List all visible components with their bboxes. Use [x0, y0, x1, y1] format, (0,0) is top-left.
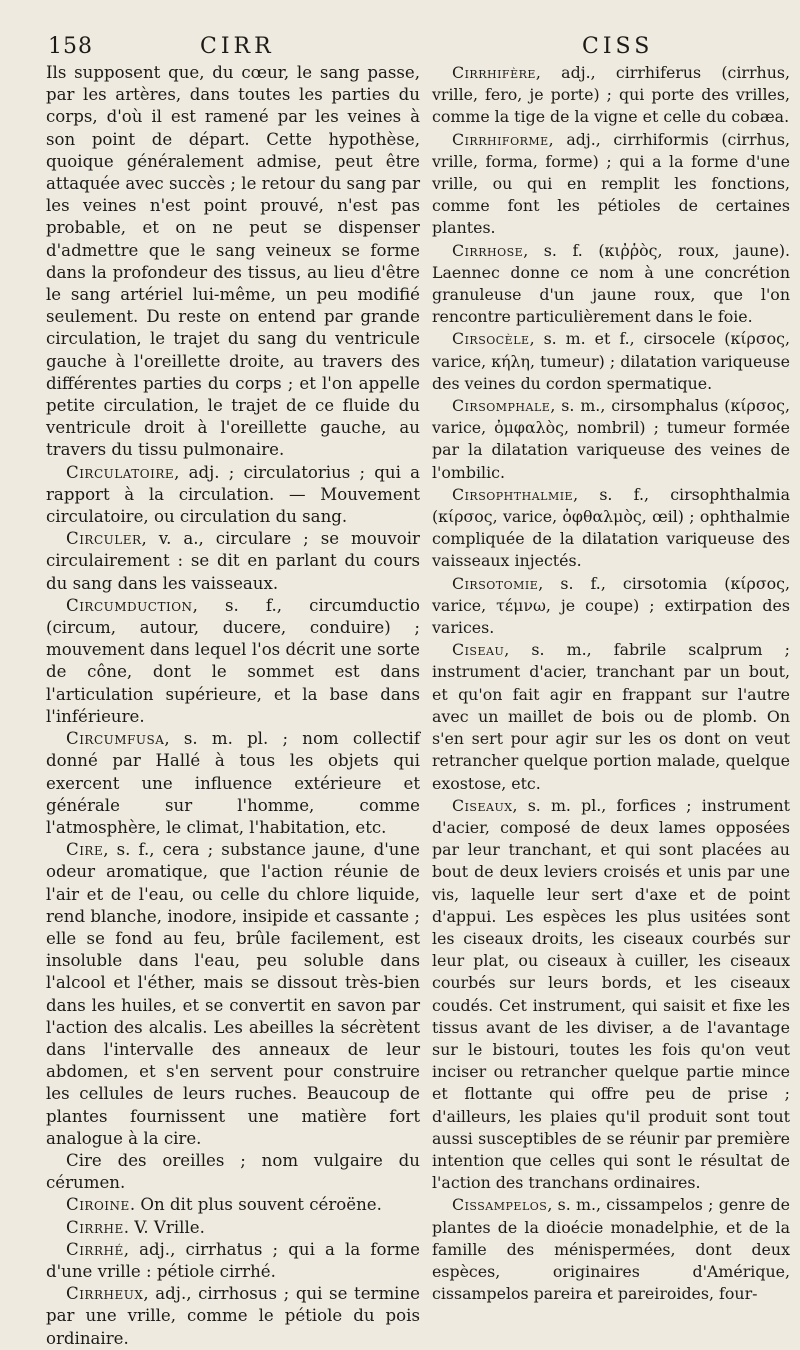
- dictionary-entry: [432, 395, 790, 484]
- entry-headword: Circumduction: [66, 595, 193, 615]
- entry-text: , adj., cirrhiferus (cirrhus, vrille, fero, je porte) ; qui porte des vrilles, comme la tige de la vigne et celle du cobæa.: [432, 63, 790, 127]
- dictionary-entry: [432, 639, 790, 794]
- entry-text: , adj., cirrhatus ; qui a la forme d'une vrille : pétiole cirrhé.: [46, 1239, 420, 1281]
- entry-text: , s. f., circumductio (circum, autour, ducere, conduire) ; mouvement dans lequel l'os décrit une sorte de cône, dont le sommet est dans l'articulation supérieure, et la base dans l'inférieure.: [46, 595, 420, 726]
- entry-text: , s. f., cirsotomia (κίρσος, varice, τέμνω, je coupe) ; extirpation des varices.: [432, 573, 790, 638]
- dictionary-entry: [432, 573, 790, 640]
- entry-headword: Cissampelos: [452, 1195, 548, 1215]
- entry-text: , s. m. et f., cirsocele (κίρσος, varice, κήλη, tumeur) ; dilatation variqueuse des veines du cordon spermatique.: [432, 329, 790, 393]
- entry-headword: Cirrhifère: [452, 63, 536, 82]
- dictionary-entry: [432, 795, 790, 1195]
- running-head-left: CIRR: [200, 34, 275, 59]
- dictionary-entry: [46, 1150, 420, 1194]
- dictionary-entry: [46, 1217, 420, 1239]
- entry-text: Cire des oreilles ; nom vulgaire du cérumen.: [46, 1150, 420, 1193]
- entry-headword: Cirsomphale: [452, 396, 551, 416]
- dictionary-entry: [432, 484, 790, 573]
- entry-text: , adj., cirrhosus ; qui se termine par une vrille, comme le pétiole du pois ordinaire.: [46, 1284, 420, 1348]
- running-head-right: CISS: [582, 34, 654, 59]
- page-number: 158: [48, 34, 93, 59]
- dictionary-entry: [46, 462, 420, 529]
- dictionary-entry: [432, 1194, 790, 1305]
- entry-headword: Circuler: [66, 529, 142, 549]
- entry-headword: Cirrheux: [66, 1284, 144, 1304]
- entry-headword: Cirrhé: [66, 1239, 124, 1259]
- entry-headword: Cire: [66, 840, 104, 860]
- dictionary-entry: [46, 839, 420, 1150]
- entry-headword: Cirrhose: [452, 240, 524, 260]
- entry-text: , s. m., fabrile scalprum ; instrument d'acier, tranchant par un bout, et qu'on fait agir en frappant sur l'autre avec un maillet de bois ou de plomb. On s'en sert pour agir sur les os dont on veut retrancher quelque portion malade, quelque exostose, etc.: [432, 640, 790, 793]
- dictionary-entry: [432, 129, 790, 240]
- entry-headword: Cirsotomie: [452, 573, 539, 593]
- entry-headword: Ciseau: [452, 640, 505, 660]
- entry-text: , s. m., cissampelos ; genre de plantes de la dioécie monadelphie, et de la famille des ménispermées, dont deux espèces, originaires d'Amérique, cissampelos pareira et pareiroides, four-: [432, 1195, 790, 1304]
- entry-headword: Cirsocèle: [452, 329, 530, 349]
- entry-text: , s. f. (κιῤῥὸς, roux, jaune). Laennec donne ce nom à une concrétion granuleuse d'un jaune roux, que l'on rencontre particulièrement dans le foie.: [432, 240, 790, 327]
- entry-text: , s. f., cirsophthalmia (κίρσος, varice, ὀφθαλμὸς, œil) ; ophthalmie compliquée de la dilatation variqueuse des vaisseaux injectés.: [432, 484, 790, 571]
- entry-headword: Cirrhe: [66, 1217, 124, 1237]
- entry-text: , s. f., cera ; substance jaune, d'une odeur aromatique, que l'action réunie de l'air et de l'eau, ou celle du chlore liquide, rend blanche, inodore, insipide et cassante ; elle se fond au feu, brûle facilement, est insoluble dans l'eau, peu soluble dans l'alcool et l'éther, mais se dissout très-bien dans les huiles, et se convertit en savon par l'action des alcalis. Les abeilles la sécrètent dans l'intervalle des anneaux de leur abdomen, et s'en servent pour construire les cellules de leurs ruches. Beaucoup de plantes fournissent une matière fort analogue à la cire.: [46, 840, 420, 1148]
- dictionary-entry: [46, 1283, 420, 1350]
- dictionary-entry: [46, 528, 420, 595]
- entry-text: . On dit plus souvent céroëne.: [129, 1195, 382, 1215]
- dictionary-entry: [432, 240, 790, 329]
- entry-headword: Circumfusa: [66, 729, 165, 749]
- entry-headword: Cirsophthalmie: [452, 484, 574, 504]
- dictionary-entry: [46, 595, 420, 728]
- dictionary-entry: [46, 728, 420, 839]
- entry-text: , s. m. pl., forfices ; instrument d'acier, composé de deux lames opposées par leur tranchant, et qui sont placées au bout de deux leviers croisés et unis par une vis, laquelle leur sert d'axe et de point d'appui. Les espèces les plus usitées sont les ciseaux droits, les ciseaux courbés sur leur plat, ou ciseaux à cuiller, les ciseaux courbés sur leurs bords, et les ciseaux coudés. Cet instrument, qui saisit et fixe les tissus avant de les diviser, a de l'avantage sur le bistouri, toutes les fois qu'on veut inciser ou retrancher quelque partie mince et flottante qui offre peu de prise ; d'ailleurs, les plaies qu'il produit sont tout aussi susceptibles de se réunir par première intention que celles qui sont le résultat de l'action des tranchans ordinaires.: [432, 795, 790, 1193]
- entry-headword: Ciroine: [66, 1195, 130, 1215]
- dictionary-entry: [46, 1194, 420, 1216]
- dictionary-entry: [432, 328, 790, 395]
- entry-text: , adj., cirrhiformis (cirrhus, vrille, forma, forme) ; qui a la forme d'une vrille, ou qui en remplit les fonctions, comme font les pétioles de certaines plantes.: [432, 129, 790, 238]
- entry-headword: Ciseaux: [452, 795, 513, 815]
- entry-text: , s. m. pl. ; nom collectif donné par Hallé à tous les objets qui exercent une influence extérieure et générale sur l'homme, comme l'atmosphère, le climat, l'habitation, etc.: [46, 729, 420, 837]
- entry-text: , adj. ; circulatorius ; qui a rapport à la circulation. — Mouvement circulatoire, ou circulation du sang.: [46, 462, 420, 527]
- dictionary-entry: [46, 1239, 420, 1283]
- entry-text: Ils supposent que, du cœur, le sang passe, par les artères, dans toutes les parties du corps, d'où il est ramené par les veines à son point de départ. Cette hypothèse, quoique généralement admise, peut être attaquée avec succès ; le retour du sang par les veines n'est point prouvé, n'est pas probable, et on ne peut se dispenser d'admettre que le sang veineux se forme dans la profondeur des tissus, au lieu d'être le sang artériel lui-même, un peu modifié seulement. Du reste on entend par grande circulation, le trajet du sang du ventricule gauche à l'oreillette droite, au travers des différentes parties du corps ; et l'on appelle petite circulation, le trajet de ce fluide du ventricule droit à l'oreillette gauche, au travers du tissu pulmonaire.: [46, 63, 420, 460]
- entry-text: , s. m., cirsomphalus (κίρσος, varice, ὀμφαλὸς, nombril) ; tumeur formée par la dilatation variqueuse des veines de l'ombilic.: [432, 396, 790, 482]
- page-header: [0, 30, 800, 64]
- right-column: [432, 62, 790, 1330]
- entry-text: , v. a., circulare ; se mouvoir circulairement : se dit en parlant du cours du sang dans les vaisseaux.: [46, 529, 420, 593]
- entry-headword: Cirrhiforme: [452, 129, 549, 149]
- entry-text: . V. Vrille.: [123, 1217, 205, 1237]
- dictionary-entry: [46, 62, 420, 462]
- dictionary-entry: [432, 62, 790, 129]
- left-column: [46, 62, 420, 1348]
- entry-headword: Circulatoire: [66, 462, 175, 482]
